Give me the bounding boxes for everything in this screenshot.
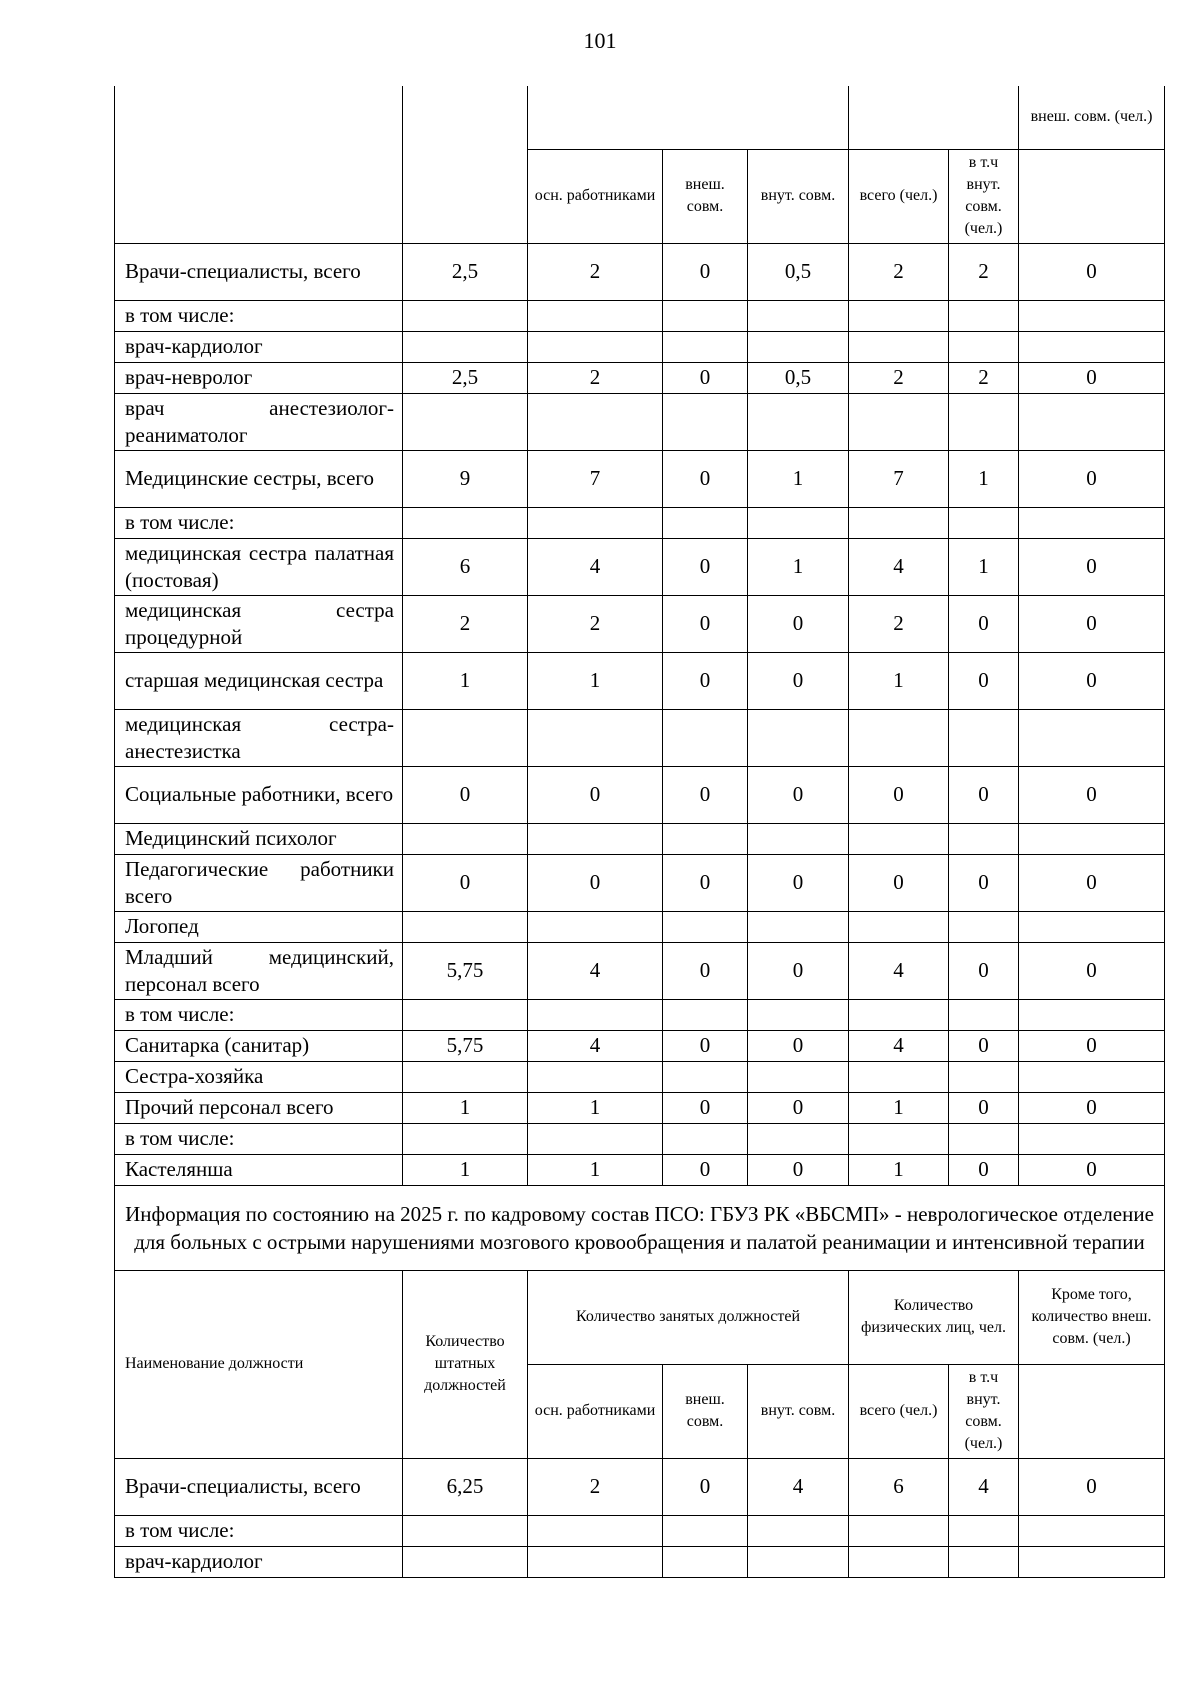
- value-cell: [949, 507, 1019, 538]
- position-name-cell: в том числе:: [115, 300, 403, 331]
- value-cell: 1: [849, 1154, 949, 1185]
- value-cell: [1019, 709, 1165, 766]
- value-cell: 0,5: [748, 243, 849, 300]
- value-cell: 0: [663, 1030, 748, 1061]
- value-cell: [528, 300, 663, 331]
- value-cell: [1019, 823, 1165, 854]
- value-cell: [403, 300, 528, 331]
- value-cell: 0: [663, 652, 748, 709]
- value-cell: 0: [849, 766, 949, 823]
- value-cell: [663, 999, 748, 1030]
- value-cell: [949, 331, 1019, 362]
- table-row: [115, 823, 1165, 854]
- table-row: [115, 362, 1165, 393]
- value-cell: [403, 709, 528, 766]
- position-name-cell: Врачи-специалисты, всего: [115, 243, 403, 300]
- table-row: [115, 1515, 1165, 1546]
- value-cell: 2: [849, 362, 949, 393]
- table-row: [115, 1458, 1165, 1515]
- value-cell: [403, 823, 528, 854]
- table-row: [115, 942, 1165, 999]
- table-row: [115, 331, 1165, 362]
- value-cell: [1019, 300, 1165, 331]
- value-cell: 0: [748, 1030, 849, 1061]
- ext-part-header: внеш. совм.: [663, 1364, 748, 1458]
- page-number: 101: [583, 28, 617, 53]
- value-cell: 6: [403, 538, 528, 595]
- value-cell: 0: [528, 766, 663, 823]
- value-cell: 1: [528, 1092, 663, 1123]
- value-cell: 0: [949, 942, 1019, 999]
- value-cell: [748, 823, 849, 854]
- table-row: [115, 1092, 1165, 1123]
- value-cell: 0: [748, 652, 849, 709]
- value-cell: [748, 300, 849, 331]
- position-name-cell: в том числе:: [115, 1515, 403, 1546]
- value-cell: 0: [528, 854, 663, 911]
- value-cell: 0: [1019, 1030, 1165, 1061]
- value-cell: 0: [663, 1154, 748, 1185]
- value-cell: 0,5: [748, 362, 849, 393]
- value-cell: [663, 507, 748, 538]
- table-row: [115, 1123, 1165, 1154]
- main-workers-header: осн. работниками: [528, 1364, 663, 1458]
- value-cell: [849, 1123, 949, 1154]
- value-cell: [748, 1061, 849, 1092]
- value-cell: 0: [1019, 1458, 1165, 1515]
- position-name-cell: в том числе:: [115, 507, 403, 538]
- value-cell: [403, 1123, 528, 1154]
- value-cell: 1: [403, 1154, 528, 1185]
- position-name-cell: Младший медицинский, персонал всего: [115, 942, 403, 999]
- value-cell: [1019, 1123, 1165, 1154]
- value-cell: [849, 393, 949, 450]
- value-cell: [403, 911, 528, 942]
- value-cell: [663, 300, 748, 331]
- value-cell: 0: [663, 595, 748, 652]
- value-cell: [1019, 1546, 1165, 1577]
- value-cell: [528, 709, 663, 766]
- value-cell: 0: [663, 1458, 748, 1515]
- value-cell: 0: [1019, 362, 1165, 393]
- position-name-cell: врач-кардиолог: [115, 1546, 403, 1577]
- value-cell: 0: [748, 942, 849, 999]
- value-cell: 1: [949, 450, 1019, 507]
- position-name-cell: Педагогические работники всего: [115, 854, 403, 911]
- main-workers-header: осн. работниками: [528, 149, 663, 243]
- value-cell: 1: [849, 1092, 949, 1123]
- value-cell: [528, 393, 663, 450]
- value-cell: [949, 393, 1019, 450]
- position-name-cell: старшая медицинская сестра: [115, 652, 403, 709]
- value-cell: 4: [748, 1458, 849, 1515]
- value-cell: 2: [949, 362, 1019, 393]
- position-name-cell: Медицинский психолог: [115, 823, 403, 854]
- value-cell: 0: [663, 538, 748, 595]
- value-cell: 0: [748, 1092, 849, 1123]
- value-cell: 4: [528, 942, 663, 999]
- value-cell: [949, 999, 1019, 1030]
- value-cell: [528, 1515, 663, 1546]
- value-cell: 0: [1019, 854, 1165, 911]
- table-row: [115, 652, 1165, 709]
- value-cell: [849, 911, 949, 942]
- value-cell: 0: [1019, 652, 1165, 709]
- ext-extra-header-partial: внеш. совм. (чел.): [1019, 86, 1165, 149]
- value-cell: [528, 1123, 663, 1154]
- int-part-header: внут. совм.: [748, 1364, 849, 1458]
- section-title: Информация по состоянию на 2025 г. по кадровому состав ПСО: ГБУЗ РК «ВБСМП» - неврологическое отделение для больных с острыми нарушениями мозгового кровообращения и палатой реанимации и интенсивной терапии: [115, 1185, 1165, 1270]
- table-row: [115, 300, 1165, 331]
- value-cell: [403, 999, 528, 1030]
- value-cell: 0: [403, 854, 528, 911]
- value-cell: 0: [949, 1154, 1019, 1185]
- value-cell: [949, 911, 1019, 942]
- table-row: [115, 1154, 1165, 1185]
- value-cell: 1: [528, 1154, 663, 1185]
- incl-int-persons-header: в т.ч внут. совм. (чел.): [949, 149, 1019, 243]
- value-cell: 0: [663, 450, 748, 507]
- table-row: [115, 1061, 1165, 1092]
- value-cell: [949, 1123, 1019, 1154]
- value-cell: 6,25: [403, 1458, 528, 1515]
- value-cell: [849, 300, 949, 331]
- value-cell: 2: [528, 243, 663, 300]
- value-cell: 2: [528, 595, 663, 652]
- value-cell: [748, 1546, 849, 1577]
- value-cell: [849, 823, 949, 854]
- value-cell: [403, 1061, 528, 1092]
- value-cell: [663, 1515, 748, 1546]
- value-cell: [949, 823, 1019, 854]
- position-name-cell: Санитарка (санитар): [115, 1030, 403, 1061]
- value-cell: 4: [849, 942, 949, 999]
- position-name-header: Наименование должности: [115, 1270, 403, 1458]
- staff-units-header-cont: [403, 86, 528, 243]
- value-cell: 0: [748, 595, 849, 652]
- table-row: [115, 999, 1165, 1030]
- value-cell: [748, 507, 849, 538]
- value-cell: [528, 331, 663, 362]
- table-row: [115, 709, 1165, 766]
- value-cell: 0: [403, 766, 528, 823]
- total-persons-header: всего (чел.): [849, 149, 949, 243]
- ext-extra-header: Кроме того, количество внеш. совм. (чел.): [1019, 1270, 1165, 1364]
- table2-header-row-1: [115, 1270, 1165, 1364]
- table-row: [115, 538, 1165, 595]
- value-cell: 1: [528, 652, 663, 709]
- value-cell: [1019, 393, 1165, 450]
- value-cell: 2,5: [403, 362, 528, 393]
- value-cell: [849, 507, 949, 538]
- value-cell: [748, 911, 849, 942]
- position-name-cell: врач-кардиолог: [115, 331, 403, 362]
- value-cell: [1019, 331, 1165, 362]
- value-cell: [849, 331, 949, 362]
- value-cell: [748, 393, 849, 450]
- value-cell: [748, 1515, 849, 1546]
- position-name-cell: в том числе:: [115, 1123, 403, 1154]
- value-cell: [403, 507, 528, 538]
- value-cell: [403, 1515, 528, 1546]
- value-cell: 1: [949, 538, 1019, 595]
- value-cell: [403, 393, 528, 450]
- value-cell: 2: [528, 1458, 663, 1515]
- value-cell: [663, 1061, 748, 1092]
- value-cell: 0: [663, 942, 748, 999]
- value-cell: [663, 911, 748, 942]
- value-cell: [949, 1515, 1019, 1546]
- value-cell: 0: [663, 766, 748, 823]
- table-row: [115, 507, 1165, 538]
- value-cell: [949, 1546, 1019, 1577]
- int-part-header: внут. совм.: [748, 149, 849, 243]
- position-name-cell: врач-невролог: [115, 362, 403, 393]
- value-cell: 0: [748, 1154, 849, 1185]
- persons-header-cont: [849, 86, 1019, 149]
- value-cell: 0: [1019, 538, 1165, 595]
- position-name-cell: Кастелянша: [115, 1154, 403, 1185]
- value-cell: [1019, 507, 1165, 538]
- position-name-cell: медицинская сестра-анестезистка: [115, 709, 403, 766]
- value-cell: [663, 709, 748, 766]
- value-cell: 0: [949, 854, 1019, 911]
- value-cell: [663, 823, 748, 854]
- value-cell: [748, 331, 849, 362]
- value-cell: [849, 1515, 949, 1546]
- incl-int-persons-header: в т.ч внут. совм. (чел.): [949, 1364, 1019, 1458]
- value-cell: 1: [849, 652, 949, 709]
- position-name-cell: в том числе:: [115, 999, 403, 1030]
- value-cell: 0: [1019, 942, 1165, 999]
- value-cell: 0: [663, 243, 748, 300]
- value-cell: [663, 1546, 748, 1577]
- value-cell: 1: [748, 538, 849, 595]
- table-row: [115, 1030, 1165, 1061]
- value-cell: [1019, 1515, 1165, 1546]
- value-cell: [528, 1061, 663, 1092]
- value-cell: 0: [1019, 450, 1165, 507]
- value-cell: 7: [849, 450, 949, 507]
- value-cell: [403, 331, 528, 362]
- value-cell: [403, 1546, 528, 1577]
- position-name-header-cont: [115, 86, 403, 243]
- value-cell: [949, 300, 1019, 331]
- position-name-cell: медицинская сестра палатная (постовая): [115, 538, 403, 595]
- value-cell: 2: [403, 595, 528, 652]
- section-title-row: [115, 1185, 1165, 1270]
- value-cell: 0: [949, 1092, 1019, 1123]
- position-name-cell: медицинская сестра процедурной: [115, 595, 403, 652]
- ext-extra-header-empty: [1019, 1364, 1165, 1458]
- position-name-cell: Медицинские сестры, всего: [115, 450, 403, 507]
- value-cell: [748, 999, 849, 1030]
- value-cell: [528, 1546, 663, 1577]
- position-name-cell: Прочий персонал всего: [115, 1092, 403, 1123]
- value-cell: [849, 1546, 949, 1577]
- value-cell: 0: [1019, 1092, 1165, 1123]
- value-cell: 0: [949, 595, 1019, 652]
- value-cell: 4: [849, 1030, 949, 1061]
- table-row: [115, 1546, 1165, 1577]
- value-cell: 5,75: [403, 942, 528, 999]
- value-cell: 2,5: [403, 243, 528, 300]
- value-cell: [748, 709, 849, 766]
- value-cell: 0: [1019, 766, 1165, 823]
- occupied-header-cont: [528, 86, 849, 149]
- value-cell: [849, 999, 949, 1030]
- value-cell: [748, 1123, 849, 1154]
- value-cell: 2: [949, 243, 1019, 300]
- value-cell: 4: [528, 1030, 663, 1061]
- value-cell: 1: [748, 450, 849, 507]
- value-cell: 0: [1019, 243, 1165, 300]
- value-cell: 0: [748, 766, 849, 823]
- value-cell: 0: [1019, 595, 1165, 652]
- table-row: [115, 911, 1165, 942]
- value-cell: 9: [403, 450, 528, 507]
- ext-extra-header-empty: [1019, 149, 1165, 243]
- value-cell: 4: [949, 1458, 1019, 1515]
- table1-header-row-1: [115, 86, 1165, 149]
- value-cell: 2: [849, 243, 949, 300]
- table-row: [115, 450, 1165, 507]
- value-cell: 1: [403, 652, 528, 709]
- value-cell: 4: [528, 538, 663, 595]
- value-cell: 0: [663, 1092, 748, 1123]
- value-cell: [1019, 999, 1165, 1030]
- position-name-cell: Врачи-специалисты, всего: [115, 1458, 403, 1515]
- position-name-cell: врач анестезиолог-реаниматолог: [115, 393, 403, 450]
- value-cell: 6: [849, 1458, 949, 1515]
- value-cell: [663, 1123, 748, 1154]
- value-cell: 7: [528, 450, 663, 507]
- value-cell: 0: [949, 652, 1019, 709]
- table-row: [115, 595, 1165, 652]
- value-cell: 0: [849, 854, 949, 911]
- value-cell: 5,75: [403, 1030, 528, 1061]
- value-cell: [528, 823, 663, 854]
- value-cell: 0: [949, 766, 1019, 823]
- value-cell: [663, 393, 748, 450]
- position-name-cell: Сестра-хозяйка: [115, 1061, 403, 1092]
- table-row: [115, 393, 1165, 450]
- table-row: [115, 766, 1165, 823]
- table-row: [115, 854, 1165, 911]
- value-cell: 2: [528, 362, 663, 393]
- occupied-header: Количество занятых должностей: [528, 1270, 849, 1364]
- value-cell: 0: [1019, 1154, 1165, 1185]
- value-cell: 2: [849, 595, 949, 652]
- value-cell: [949, 1061, 1019, 1092]
- value-cell: 4: [849, 538, 949, 595]
- value-cell: [1019, 1061, 1165, 1092]
- table-row: [115, 243, 1165, 300]
- value-cell: 0: [748, 854, 849, 911]
- value-cell: [528, 507, 663, 538]
- value-cell: [528, 999, 663, 1030]
- value-cell: 0: [949, 1030, 1019, 1061]
- staffing-table: [114, 86, 1165, 1578]
- position-name-cell: Социальные работники, всего: [115, 766, 403, 823]
- value-cell: [663, 331, 748, 362]
- value-cell: [849, 709, 949, 766]
- position-name-cell: Логопед: [115, 911, 403, 942]
- value-cell: [1019, 911, 1165, 942]
- value-cell: [849, 1061, 949, 1092]
- value-cell: 1: [403, 1092, 528, 1123]
- persons-header: Количество физических лиц, чел.: [849, 1270, 1019, 1364]
- value-cell: 0: [663, 362, 748, 393]
- value-cell: [528, 911, 663, 942]
- ext-part-header: внеш. совм.: [663, 149, 748, 243]
- staff-units-header: Количество штатных должностей: [403, 1270, 528, 1458]
- value-cell: 0: [663, 854, 748, 911]
- total-persons-header: всего (чел.): [849, 1364, 949, 1458]
- value-cell: [949, 709, 1019, 766]
